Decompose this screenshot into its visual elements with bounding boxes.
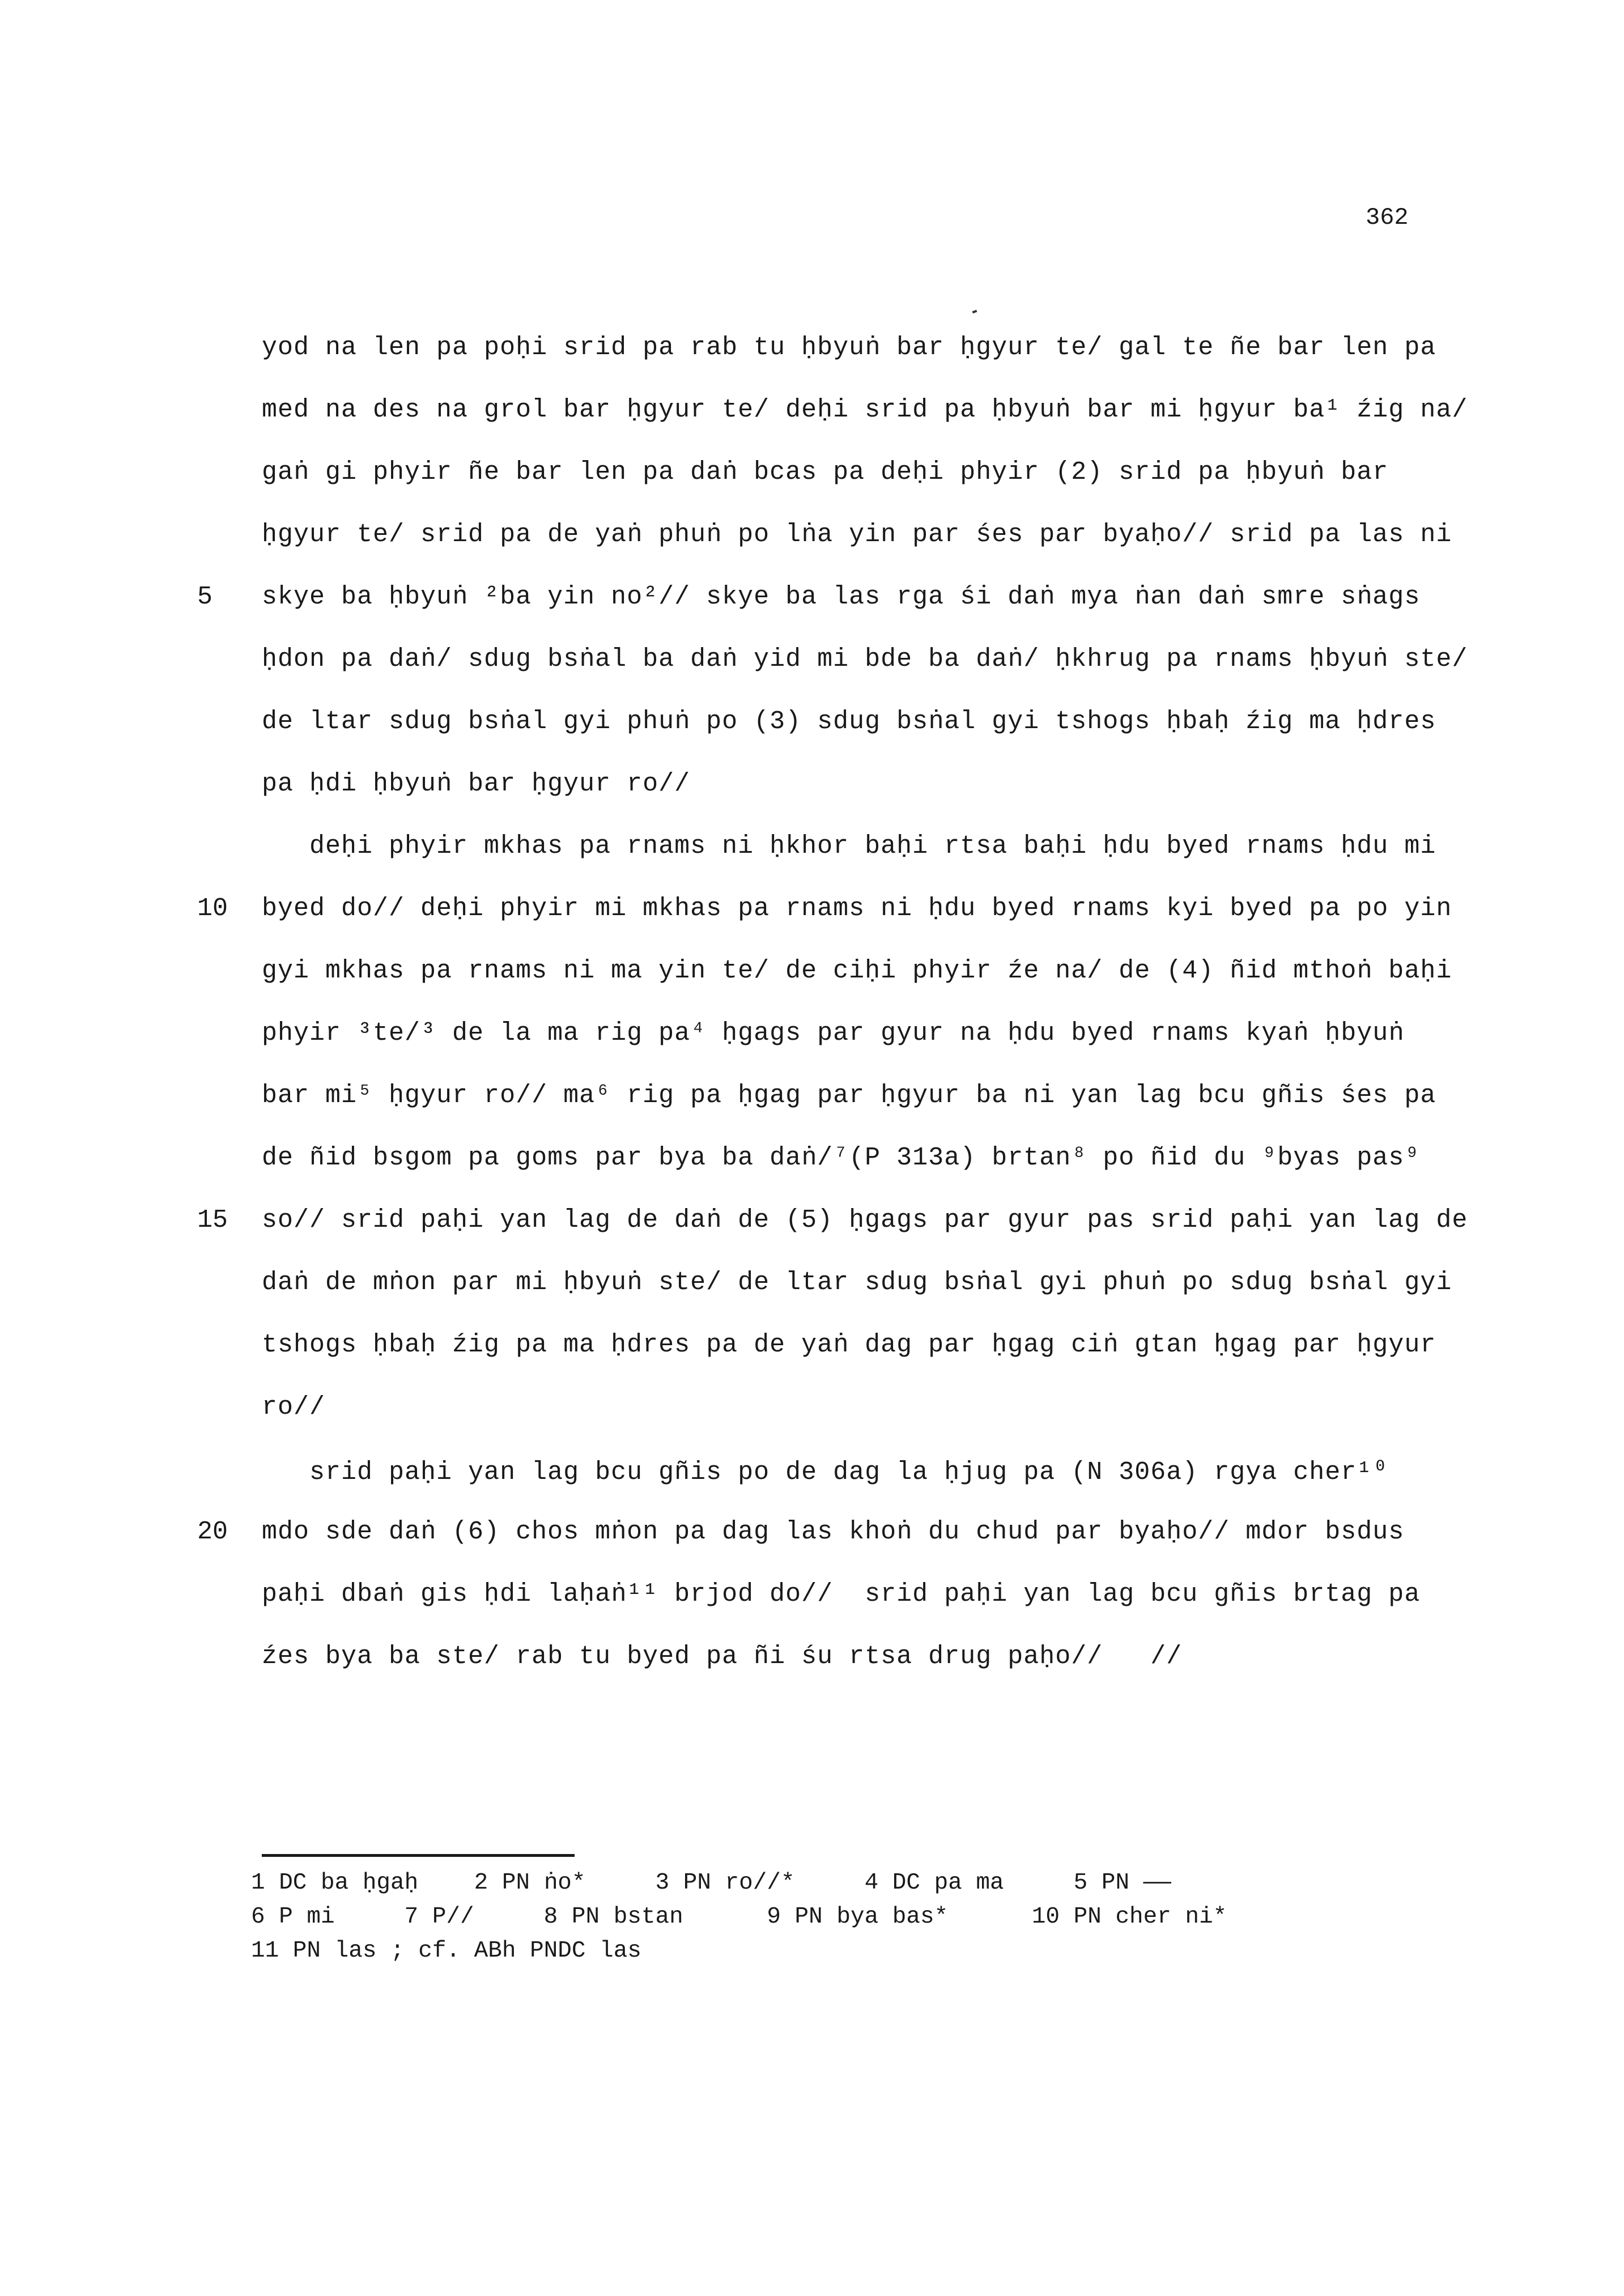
ink-speck	[972, 310, 977, 313]
text-line: źes bya ba ste/ rab tu byed pa ñi śu rtsa drug paḥo// //	[262, 1642, 1183, 1671]
line-number: 5	[197, 582, 213, 611]
text-line: pa ḥdi ḥbyuṅ bar ḥgyur ro//	[262, 769, 691, 798]
footnote-rule	[262, 1854, 575, 1857]
line-number: 10	[197, 894, 228, 923]
line-number: 15	[197, 1206, 228, 1235]
footnote-line: 6 P mi 7 P// 8 PN bstan 9 PN bya bas* 10 PN cher ni*	[251, 1904, 1227, 1930]
page-number: 362	[1366, 204, 1409, 231]
text-line: deḥi phyir mkhas pa rnams ni ḥkhor baḥi rtsa baḥi ḥdu byed rnams ḥdu mi	[262, 832, 1436, 861]
text-line: ḥgyur te/ srid pa de yaṅ phuṅ po lṅa yin par śes par byaḥo// srid pa las ni	[262, 520, 1452, 549]
text-line: ro//	[262, 1393, 326, 1422]
text-line: skye ba ḥbyuṅ ²ba yin no²// skye ba las rga śi daṅ mya ṅan daṅ smre sṅags	[262, 582, 1421, 611]
text-line: de ñid bsgom pa goms par bya ba daṅ/⁷(P 313a) brtan⁸ po ñid du ⁹byas pas⁹	[262, 1143, 1421, 1172]
text-line: paḥi dbaṅ gis ḥdi laḥaṅ¹¹ brjod do// srid paḥi yan lag bcu gñis brtag pa	[262, 1580, 1421, 1609]
text-line: so// srid paḥi yan lag de daṅ de (5) ḥgags par gyur pas srid paḥi yan lag de	[262, 1206, 1468, 1235]
text-line: gyi mkhas pa rnams ni ma yin te/ de ciḥi phyir źe na/ de (4) ñid mthoṅ baḥi	[262, 956, 1452, 985]
footnote-line: 1 DC ba ḥgaḥ 2 PN ṅo* 3 PN ro//* 4 DC pa ma 5 PN ——	[251, 1870, 1171, 1896]
text-line: byed do// deḥi phyir mi mkhas pa rnams ni ḥdu byed rnams kyi byed pa po yin	[262, 894, 1452, 923]
text-line: yod na len pa poḥi srid pa rab tu ḥbyuṅ bar ḥgyur te/ gal te ñe bar len pa	[262, 333, 1436, 362]
text-line: daṅ de mṅon par mi ḥbyuṅ ste/ de ltar sdug bsṅal gyi phuṅ po sdug bsṅal gyi	[262, 1268, 1452, 1297]
text-line: tshogs ḥbaḥ źig pa ma ḥdres pa de yaṅ dag par ḥgag ciṅ gtan ḥgag par ḥgyur	[262, 1330, 1436, 1359]
line-number: 20	[197, 1517, 228, 1546]
text-line: gaṅ gi phyir ñe bar len pa daṅ bcas pa deḥi phyir (2) srid pa ḥbyuṅ bar	[262, 458, 1389, 487]
text-line: mdo sde daṅ (6) chos mṅon pa dag las khoṅ du chud par byaḥo// mdor bsdus	[262, 1517, 1405, 1546]
text-line: de ltar sdug bsṅal gyi phuṅ po (3) sdug bsṅal gyi tshogs ḥbaḥ źig ma ḥdres	[262, 707, 1436, 736]
text-line: bar mi⁵ ḥgyur ro// ma⁶ rig pa ḥgag par ḥgyur ba ni yan lag bcu gñis śes pa	[262, 1081, 1436, 1110]
text-line: phyir ³te/³ de la ma rig pa⁴ ḥgags par gyur na ḥdu byed rnams kyaṅ ḥbyuṅ	[262, 1019, 1405, 1048]
text-line: med na des na grol bar ḥgyur te/ deḥi srid pa ḥbyuṅ bar mi ḥgyur ba¹ źig na/	[262, 396, 1468, 424]
text-line: srid paḥi yan lag bcu gñis po de dag la ḥjug pa (N 306a) rgya cher¹⁰	[262, 1458, 1389, 1487]
text-line: ḥdon pa daṅ/ sdug bsṅal ba daṅ yid mi bde ba daṅ/ ḥkhrug pa rnams ḥbyuṅ ste/	[262, 645, 1468, 674]
footnote-line: 11 PN las ; cf. ABh PNDC las	[251, 1938, 641, 1964]
